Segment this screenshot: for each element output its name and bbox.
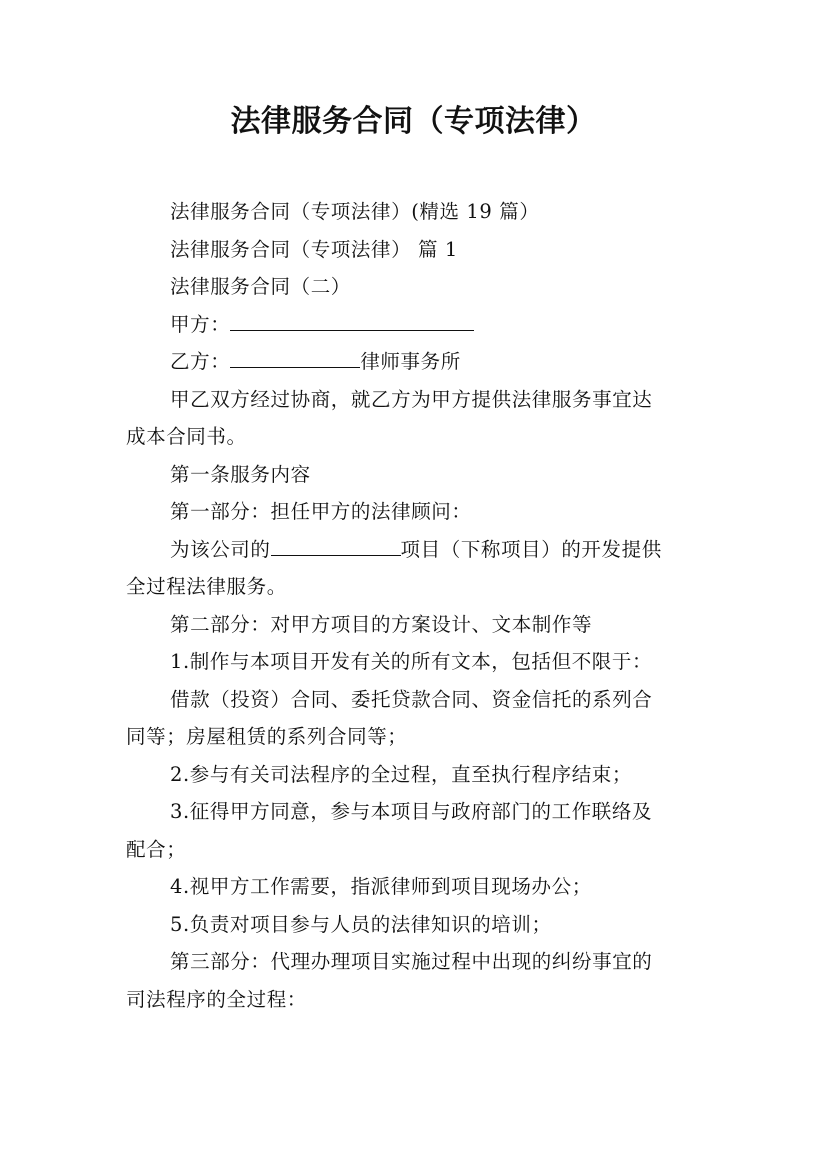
party-b-blank <box>230 348 360 368</box>
paragraph-line: 第三部分：代理办理项目实施过程中出现的纠纷事宜的 <box>170 950 653 973</box>
party-a-blank <box>230 311 474 331</box>
list-item: 3.征得甲方同意，参与本项目与政府部门的工作联络及 <box>170 800 653 823</box>
document-title: 法律服务合同（专项法律） <box>230 104 597 139</box>
list-item: 2.参与有关司法程序的全过程，直至执行程序结束； <box>170 762 633 786</box>
project-prefix: 为该公司的 <box>170 537 271 561</box>
project-suffix: 项目（下称项目）的开发提供 <box>400 537 662 561</box>
paragraph-line: 第一部分：担任甲方的法律顾问： <box>170 500 472 523</box>
party-a-label: 甲方： <box>170 312 231 336</box>
paragraph-line: 法律服务合同（二） <box>170 275 351 298</box>
party-a-line <box>126 306 716 344</box>
project-blank <box>271 536 401 556</box>
paragraph-line: 同等；房屋租赁的系列合同等； <box>126 725 408 748</box>
party-b-line <box>126 343 716 381</box>
paragraph-line: 借款（投资）合同、委托贷款合同、资金信托的系列合 <box>170 687 653 711</box>
party-b-suffix: 律师事务所 <box>360 350 461 373</box>
list-item: 5.负责对项目参与人员的法律知识的培训； <box>170 912 552 936</box>
party-b-label: 乙方： <box>170 350 231 373</box>
paragraph-line: 法律服务合同（专项法律）(精选 19 篇） <box>170 200 540 223</box>
paragraph-line: 第二部分：对甲方项目的方案设计、文本制作等 <box>170 612 593 636</box>
section-heading: 第一条服务内容 <box>170 462 311 486</box>
paragraph-line: 配合； <box>126 837 187 861</box>
paragraph-line: 成本合同书。 <box>126 425 247 448</box>
paragraph-line: 法律服务合同（专项法律） 篇 1 <box>170 237 458 261</box>
list-item: 4.视甲方工作需要，指派律师到项目现场办公； <box>170 875 592 898</box>
paragraph-line: 司法程序的全过程： <box>126 987 307 1011</box>
list-item: 1.制作与本项目开发有关的所有文本，包括但不限于： <box>170 650 653 673</box>
paragraph-line: 甲乙双方经过协商，就乙方为甲方提供法律服务事宜达 <box>170 387 653 411</box>
paragraph-line: 全过程法律服务。 <box>126 575 287 598</box>
project-line <box>126 531 716 569</box>
document-body <box>126 193 716 1018</box>
